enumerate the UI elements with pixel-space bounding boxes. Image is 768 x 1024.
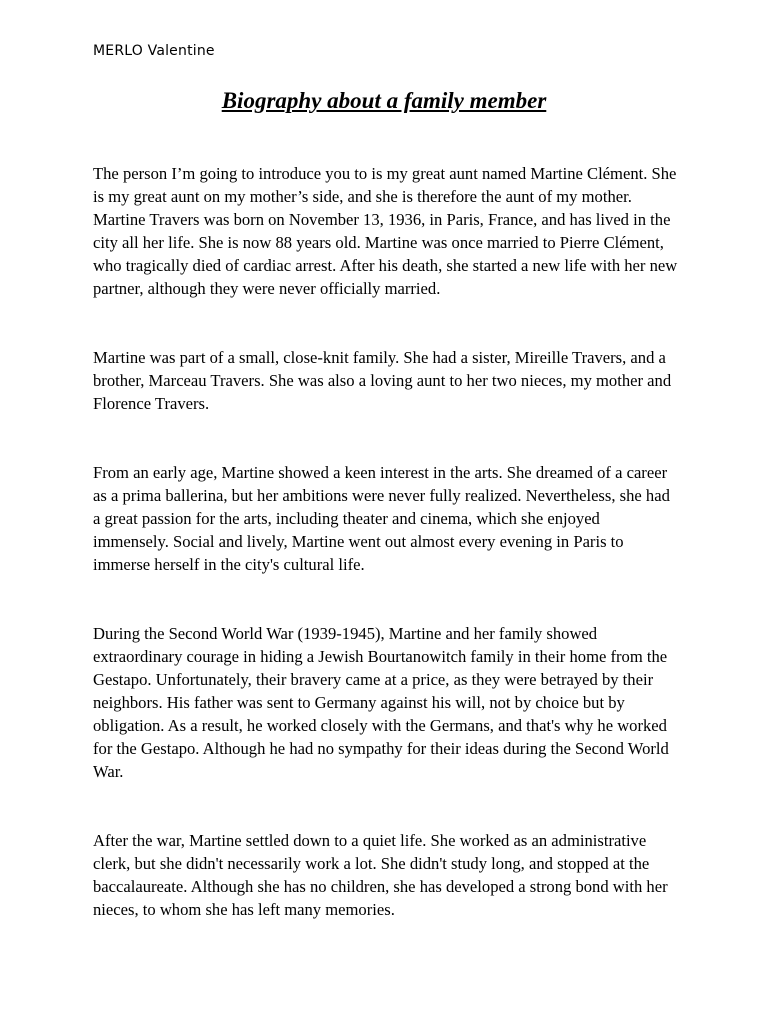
paragraph-family: Martine was part of a small, close-knit family. She had a sister, Mireille Travers, and a brother, Marceau Travers. She was also a loving aunt to her two nieces, my mother and Florence Travers.	[93, 348, 672, 413]
paragraph-introduction: The person I’m going to introduce you to is my great aunt named Martine Clément. She is my great aunt on my mother’s side, and she is therefore the aunt of my mother. Martine Travers was born on November 13, 1936, in Paris, France, and has lived in the city all her life. She is now 88 years old. Martine was once married to Pierre Clément, who tragically died of cardiac arrest. After his death, she started a new life with her new partner, although they were never officially married.	[93, 164, 678, 298]
document-body	[93, 162, 678, 967]
paragraph-war: During the Second World War (1939-1945), Martine and her family showed extraordinary courage in hiding a Jewish Bourtanowitch family in their home from the Gestapo. Unfortunately, their bravery came at a price, as they were betrayed by their neighbors. His father was sent to Germany against his will, not by choice but by obligation. As a result, he worked closely with the Germans, and that's why he worked for the Gestapo. Although he had no sympathy for their ideas during the Second World War.	[93, 624, 669, 781]
paragraph-arts: From an early age, Martine showed a keen interest in the arts. She dreamed of a career as a prima ballerina, but her ambitions were never fully realized. Nevertheless, she had a great passion for the arts, including theater and cinema, which she enjoyed immensely. Social and lively, Martine went out almost every evening in Paris to immerse herself in the city's cultural life.	[93, 463, 670, 574]
document-title: Biography about a family member	[221, 88, 547, 113]
author-name: MERLO Valentine	[93, 43, 215, 59]
paragraph-after-war: After the war, Martine settled down to a quiet life. She worked as an administrative clerk, but she didn't necessarily work a lot. She didn't study long, and stopped at the baccalaureate. Although she has no children, she has developed a strong bond with her nieces, to whom she has left many memories.	[93, 831, 668, 919]
